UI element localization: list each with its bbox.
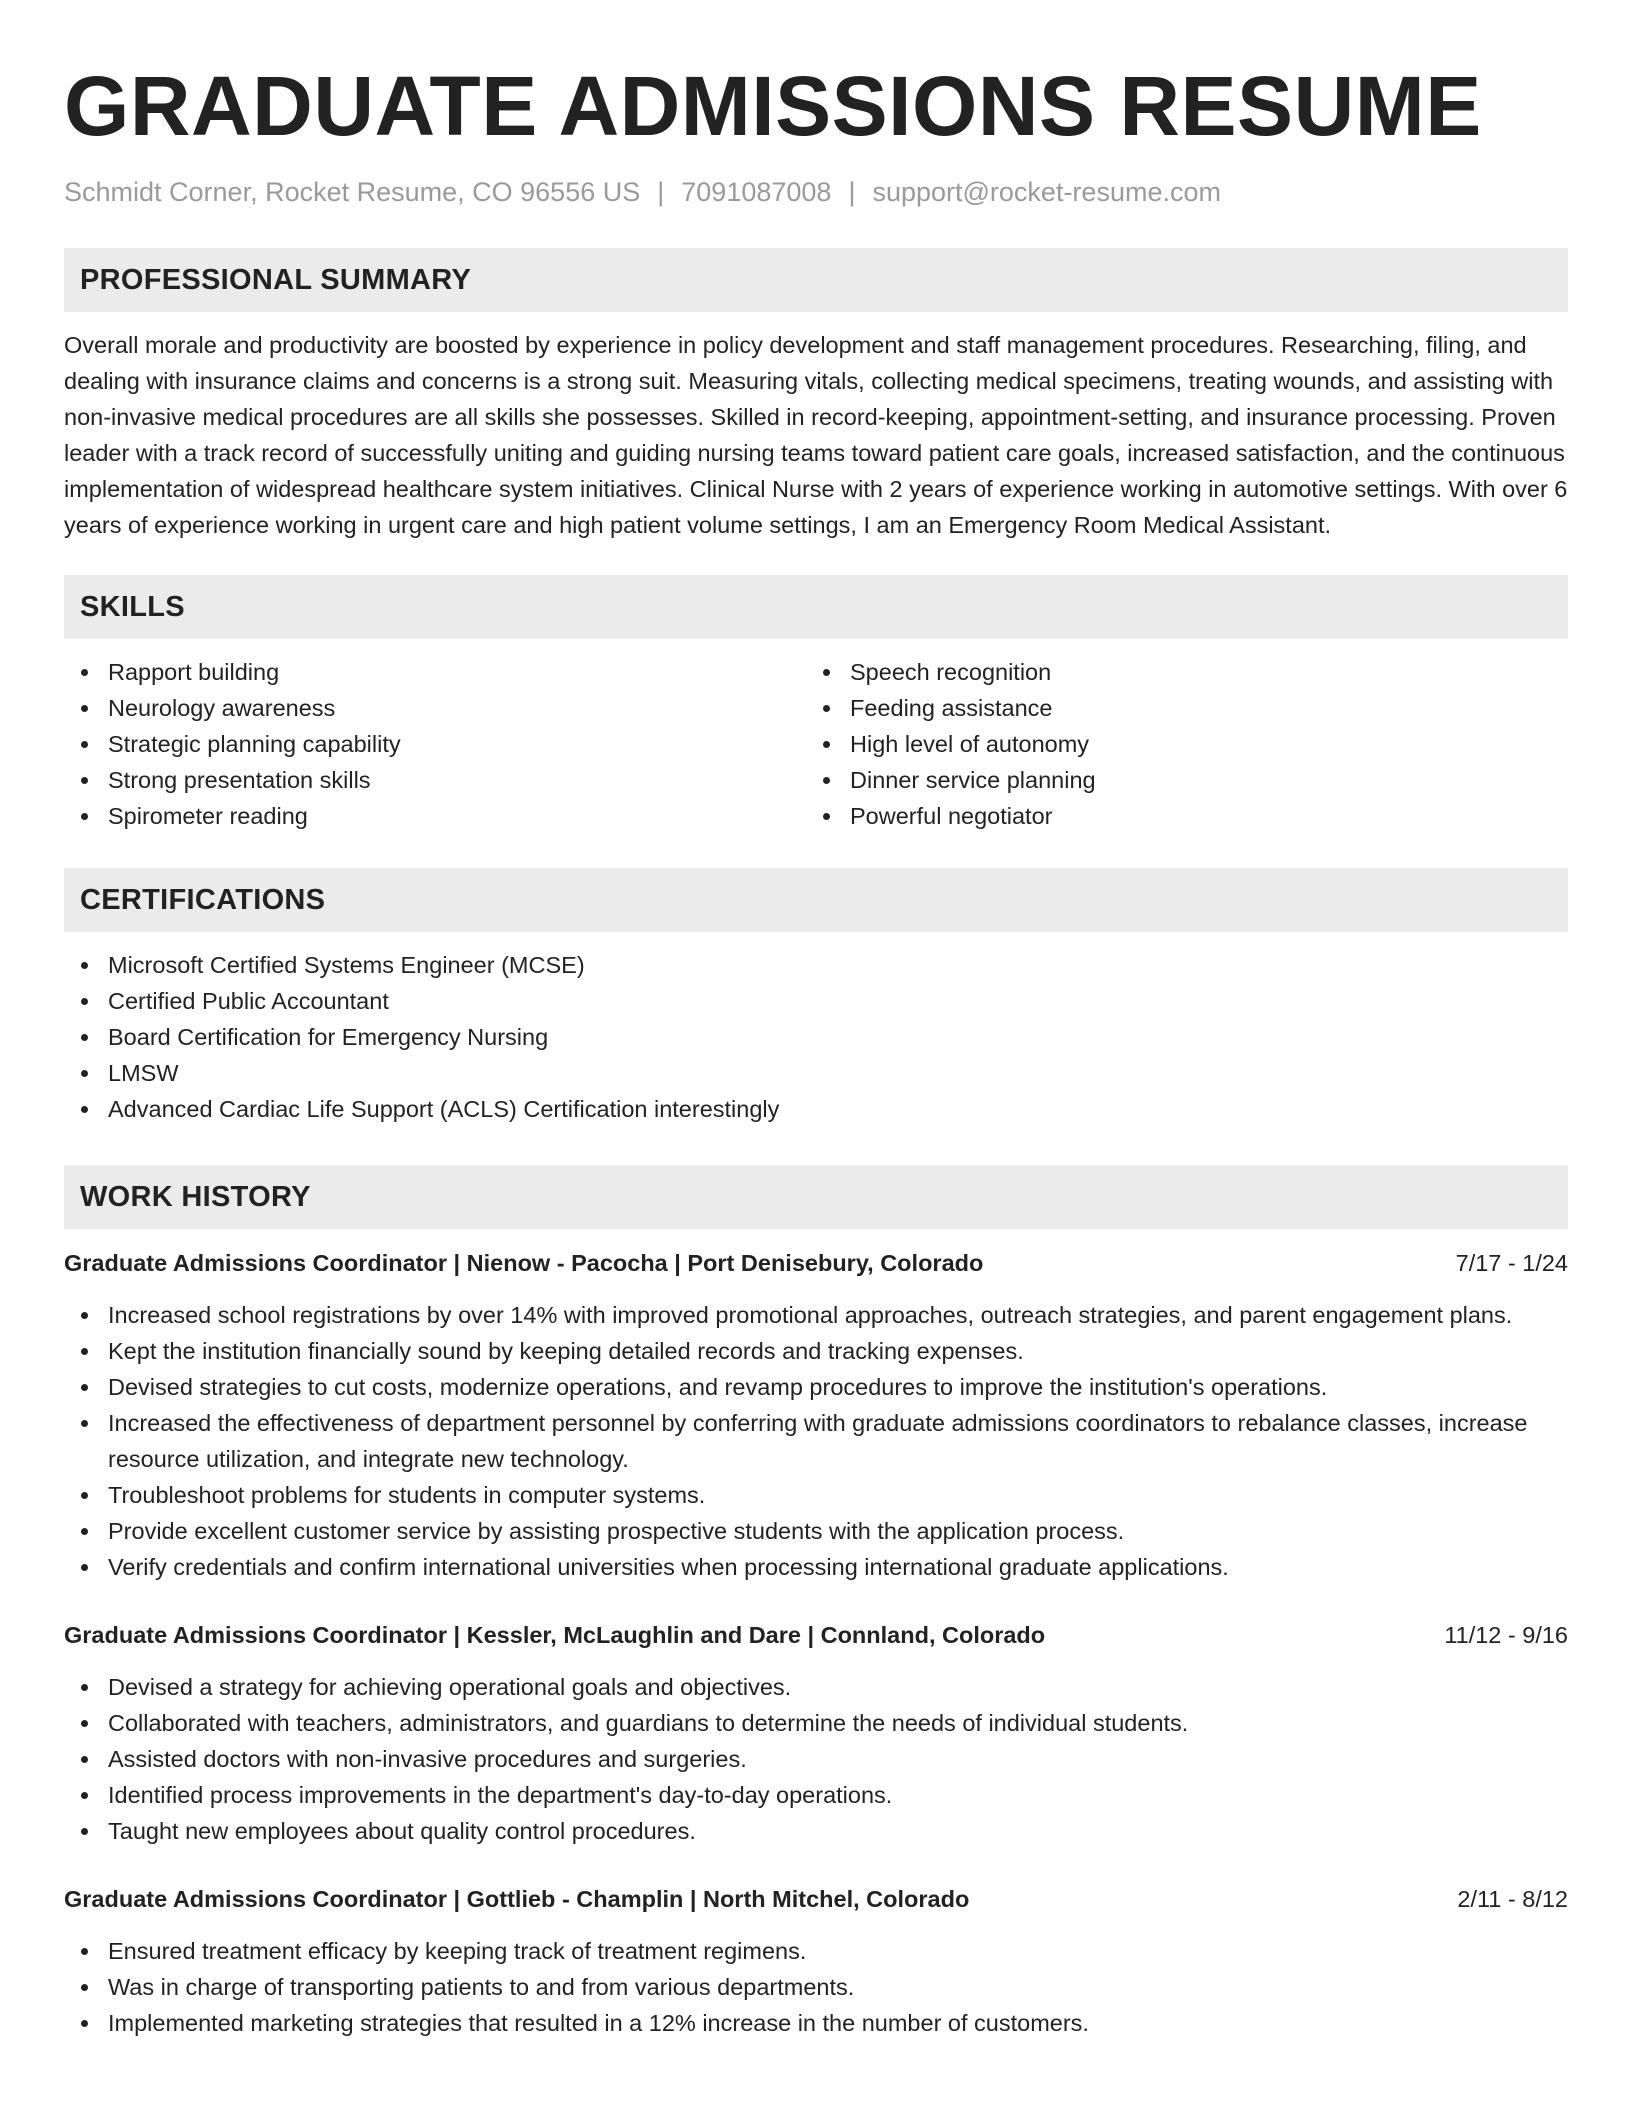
job-bullet: Devised strategies to cut costs, modernize operations, and revamp procedures to improve the institution's operations. bbox=[64, 1369, 1568, 1405]
skill-item: Strategic planning capability bbox=[64, 726, 806, 762]
skills-list-left bbox=[64, 654, 806, 834]
job-title: Graduate Admissions Coordinator | Nienow - Pacocha | Port Denisebury, Colorado bbox=[64, 1250, 984, 1276]
job-bullet: Implemented marketing strategies that resulted in a 12% increase in the number of customers. bbox=[64, 2005, 1568, 2041]
section-header-certifications: CERTIFICATIONS bbox=[64, 868, 1568, 932]
skills-columns bbox=[64, 654, 1568, 834]
job-bullet: Collaborated with teachers, administrators, and guardians to determine the needs of individual students. bbox=[64, 1705, 1568, 1741]
skill-item: High level of autonomy bbox=[806, 726, 1548, 762]
resume-page bbox=[64, 0, 1568, 2041]
job-header bbox=[64, 1881, 1568, 1917]
contact-email: support@rocket-resume.com bbox=[872, 177, 1221, 207]
job-bullet-list bbox=[64, 1933, 1568, 2041]
job-bullet: Was in charge of transporting patients to and from various departments. bbox=[64, 1969, 1568, 2005]
resume-title: GRADUATE ADMISSIONS RESUME bbox=[64, 59, 1482, 153]
job-entry bbox=[64, 1245, 1568, 1585]
job-bullet: Taught new employees about quality control procedures. bbox=[64, 1813, 1568, 1849]
certification-item: Certified Public Accountant bbox=[64, 983, 1568, 1019]
job-bullet-list bbox=[64, 1669, 1568, 1849]
contact-line bbox=[64, 174, 1568, 210]
skill-item: Neurology awareness bbox=[64, 690, 806, 726]
contact-address: Schmidt Corner, Rocket Resume, CO 96556 US bbox=[64, 177, 641, 207]
job-header bbox=[64, 1245, 1568, 1281]
job-bullet: Increased the effectiveness of department personnel by conferring with graduate admissions coordinators to rebalance classes, increase resource utilization, and integrate new technology. bbox=[64, 1405, 1568, 1477]
certifications-list bbox=[64, 947, 1568, 1127]
skill-item: Spirometer reading bbox=[64, 798, 806, 834]
contact-phone: 7091087008 bbox=[681, 177, 832, 207]
certification-item: Advanced Cardiac Life Support (ACLS) Certification interestingly bbox=[64, 1091, 1568, 1127]
skill-item: Speech recognition bbox=[806, 654, 1548, 690]
job-bullet-list bbox=[64, 1297, 1568, 1585]
job-entry bbox=[64, 1881, 1568, 2041]
job-dates: 2/11 - 8/12 bbox=[1457, 1886, 1568, 1912]
contact-separator: | bbox=[657, 177, 665, 207]
section-header-summary: PROFESSIONAL SUMMARY bbox=[64, 248, 1568, 312]
section-header-work-history: WORK HISTORY bbox=[64, 1165, 1568, 1229]
certification-item: Microsoft Certified Systems Engineer (MCSE) bbox=[64, 947, 1568, 983]
job-bullet: Verify credentials and confirm international universities when processing international graduate applications. bbox=[64, 1549, 1568, 1585]
skills-list-right bbox=[806, 654, 1548, 834]
job-bullet: Identified process improvements in the department's day-to-day operations. bbox=[64, 1777, 1568, 1813]
skill-item: Strong presentation skills bbox=[64, 762, 806, 798]
job-dates: 7/17 - 1/24 bbox=[1455, 1250, 1568, 1276]
skill-item: Powerful negotiator bbox=[806, 798, 1548, 834]
job-entry bbox=[64, 1617, 1568, 1849]
job-dates: 11/12 - 9/16 bbox=[1444, 1622, 1568, 1648]
section-header-skills: SKILLS bbox=[64, 575, 1568, 639]
job-bullet: Increased school registrations by over 14% with improved promotional approaches, outreach strategies, and parent engagement plans. bbox=[64, 1297, 1568, 1333]
summary-text: Overall morale and productivity are boosted by experience in policy development and staff management procedures. Researching, filing, and dealing with insurance claims and concerns is a strong suit. Measuring vitals, collecting medical specimens, treating wounds, and assisting with non-invasive medical procedures are all skills she possesses. Skilled in record-keeping, appointment-setting, and insurance processing. Proven leader with a track record of successfully uniting and guiding nursing teams toward patient care goals, increased satisfaction, and the continuous implementation of widespread healthcare system initiatives. Clinical Nurse with 2 years of experience working in automotive settings. With over 6 years of experience working in urgent care and high patient volume settings, I am an Emergency Room Medical Assistant. bbox=[64, 332, 1568, 538]
job-title: Graduate Admissions Coordinator | Gottlieb - Champlin | North Mitchel, Colorado bbox=[64, 1886, 970, 1912]
job-bullet: Ensured treatment efficacy by keeping track of treatment regimens. bbox=[64, 1933, 1568, 1969]
job-bullet: Devised a strategy for achieving operational goals and objectives. bbox=[64, 1669, 1568, 1705]
job-bullet: Provide excellent customer service by assisting prospective students with the application process. bbox=[64, 1513, 1568, 1549]
job-header bbox=[64, 1617, 1568, 1653]
skill-item: Feeding assistance bbox=[806, 690, 1548, 726]
job-title: Graduate Admissions Coordinator | Kessler, McLaughlin and Dare | Connland, Colorado bbox=[64, 1622, 1046, 1648]
certification-item: Board Certification for Emergency Nursing bbox=[64, 1019, 1568, 1055]
job-bullet: Troubleshoot problems for students in computer systems. bbox=[64, 1477, 1568, 1513]
skill-item: Rapport building bbox=[64, 654, 806, 690]
job-bullet: Assisted doctors with non-invasive procedures and surgeries. bbox=[64, 1741, 1568, 1777]
contact-separator: | bbox=[848, 177, 856, 207]
certification-item: LMSW bbox=[64, 1055, 1568, 1091]
job-bullet: Kept the institution financially sound by keeping detailed records and tracking expenses. bbox=[64, 1333, 1568, 1369]
skill-item: Dinner service planning bbox=[806, 762, 1548, 798]
